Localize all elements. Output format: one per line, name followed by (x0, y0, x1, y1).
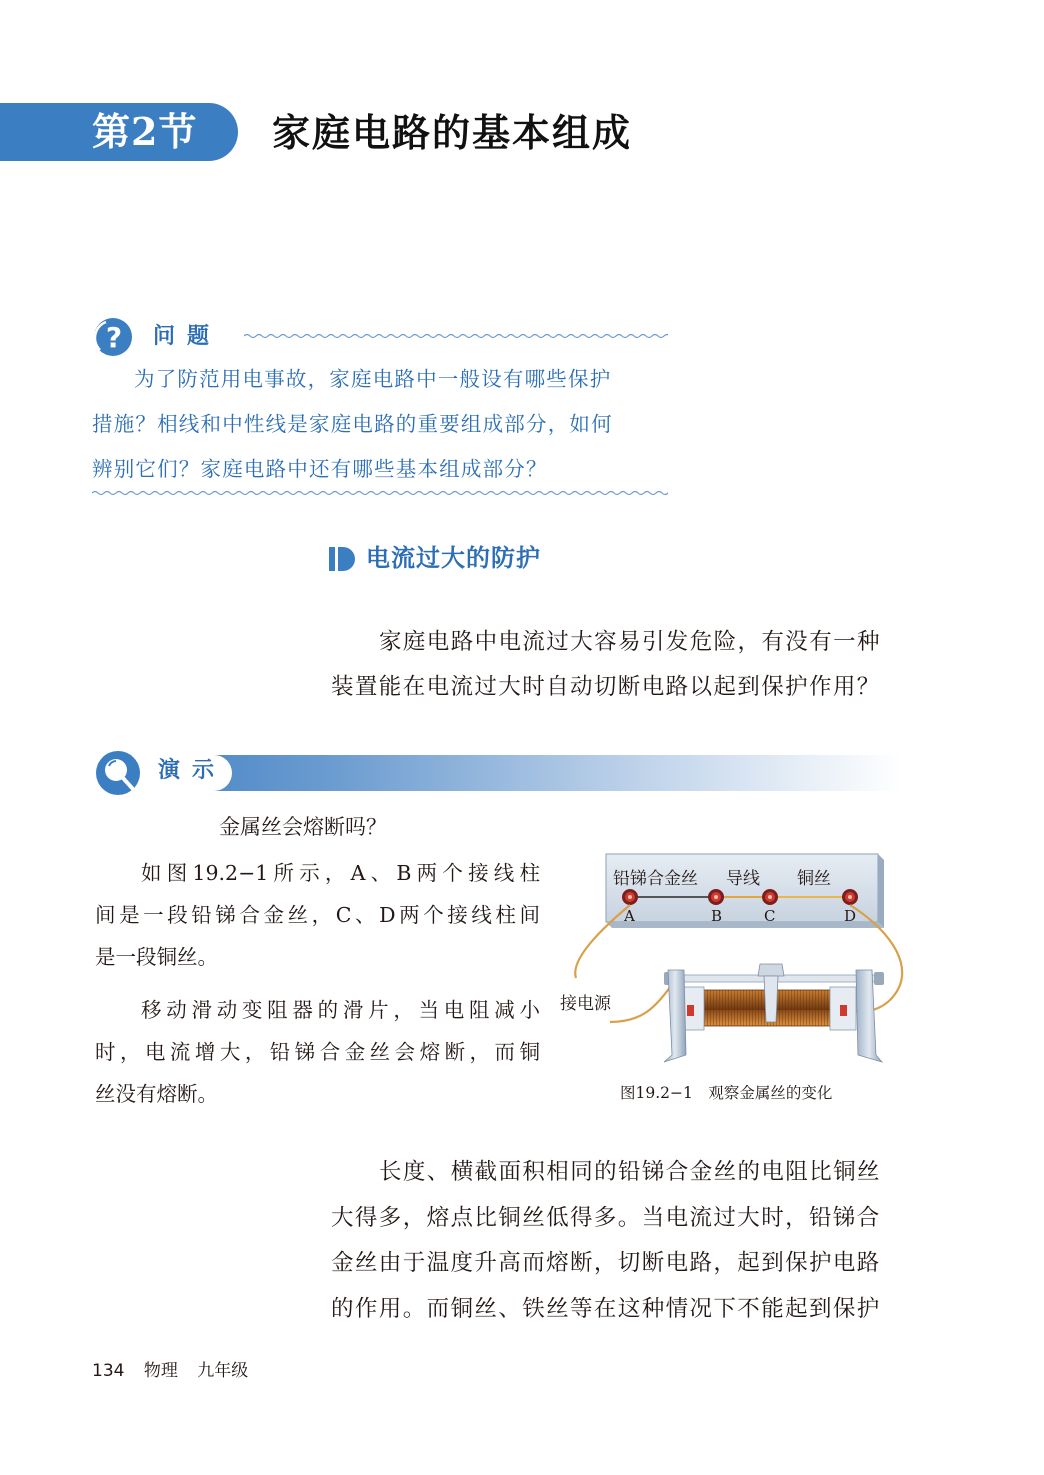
wire-board (606, 854, 884, 928)
page-footer (92, 1358, 248, 1384)
question-text (92, 357, 672, 492)
demo-line: 时，电流增大，铅锑合金丝会熔断，而铜 (95, 1040, 540, 1064)
demo-line: 移动滑动变阻器的滑片，当电阻减小 (141, 998, 540, 1022)
paragraph-line: 装置能在电流过大时自动切断电路以起到保护作用？ (331, 674, 881, 700)
demo-text (95, 852, 545, 1115)
page-number: 134 (92, 1361, 125, 1381)
wavy-divider-bottom (92, 489, 668, 497)
label-terminal-c: C (764, 907, 776, 925)
body-paragraph (331, 620, 921, 710)
wavy-divider-top (244, 332, 668, 340)
question-line: 辨别它们？家庭电路中还有哪些基本组成部分？ (92, 457, 548, 481)
paragraph-line: 长度、横截面积相同的铅锑合金丝的电阻比铜丝 (379, 1159, 881, 1185)
question-line: 措施？相线和中性线是家庭电路的重要组成部分，如何 (92, 412, 613, 436)
question-mark-icon (92, 316, 134, 358)
demo-title: 金属丝会熔断吗？ (219, 815, 387, 839)
question-label: 问题 (153, 324, 222, 349)
figure-wire-experiment (560, 850, 920, 1080)
paragraph-line: 家庭电路中电流过大容易引发危险，有没有一种 (379, 629, 881, 655)
sliding-rheostat (664, 964, 884, 1062)
section-number: 第2节 (92, 109, 198, 154)
paragraph-line: 大得多，熔点比铜丝低得多。当电流过大时，铅锑合 (331, 1204, 881, 1231)
grade-label: 九年级 (197, 1361, 249, 1381)
label-lead-wire: 导线 (726, 869, 760, 889)
demo-line: 如图19.2−1所示，A、B两个接线柱 (141, 861, 540, 885)
subsection-heading: 电流过大的防护 (366, 544, 541, 572)
label-power: 接电源 (560, 994, 611, 1014)
lead-from-rheostat (610, 980, 675, 1022)
question-line: 为了防范用电事故，家庭电路中一般设有哪些保护 (134, 367, 612, 391)
demo-label: 演示 (158, 758, 227, 783)
label-copper-wire: 铜丝 (797, 869, 831, 889)
book-name: 物理 (143, 1361, 178, 1381)
label-terminal-a: A (624, 907, 635, 925)
page-title: 家庭电路的基本组成 (272, 110, 633, 155)
magnifier-icon (94, 749, 142, 797)
section-marker-icon (329, 546, 355, 572)
demo-line: 间是一段铅锑合金丝，C、D两个接线柱间 (95, 903, 540, 927)
figure-caption: 图19.2−1 观察金属丝的变化 (620, 1084, 833, 1102)
label-terminal-d: D (844, 907, 857, 925)
label-terminal-b: B (711, 907, 723, 925)
paragraph-line: 的作用。而铜丝、铁丝等在这种情况下不能起到保护 (331, 1295, 881, 1322)
body-paragraph (331, 1150, 921, 1332)
svg-text:?: ? (105, 321, 123, 354)
paragraph-line: 金丝由于温度升高而熔断，切断电路，起到保护电路 (331, 1250, 881, 1276)
label-alloy-wire: 铅锑合金丝 (613, 869, 698, 889)
demo-line: 是一段铜丝。 (95, 945, 218, 969)
demo-line: 丝没有熔断。 (95, 1082, 218, 1106)
